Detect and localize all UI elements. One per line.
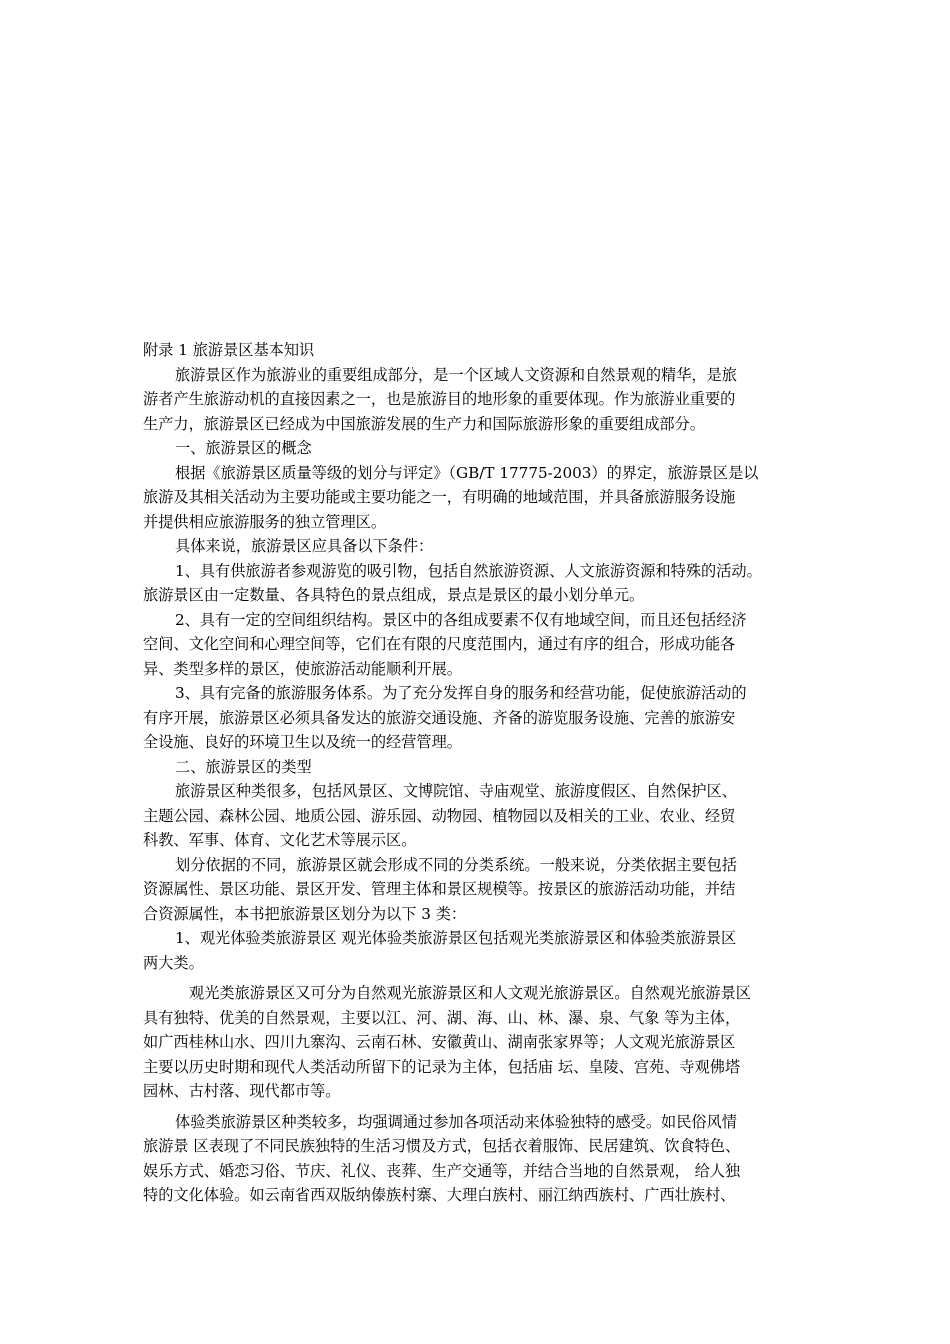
text-line: 观光类旅游景区又可分为自然观光旅游景区和人文观光旅游景区。自然观光旅游景区 xyxy=(189,984,751,1002)
text-line: 体验类旅游景区种类较多，均强调通过参加各项活动来体验独特的感受。如民俗风情 xyxy=(175,1112,737,1131)
text-line: 合资源属性，本书把旅游景区划分为以下 3 类： xyxy=(143,904,467,923)
text-line: 娱乐方式、婚恋习俗、节庆、礼仪、丧葬、生产交通等，并结合当地的自然景观， 给人独 xyxy=(143,1161,741,1180)
text-line: 全设施、良好的环境卫生以及统一的经营管理。 xyxy=(143,733,462,751)
text-line: 两大类。 xyxy=(143,953,204,972)
text-line: 旅游景区由一定数量、各具特色的景点组成，景点是景区的最小划分单元。 xyxy=(143,586,645,604)
text-line: 划分依据的不同，旅游景区就会形成不同的分类系统。一般来说，分类依据主要包括 xyxy=(175,855,737,874)
text-line: 1、观光体验类旅游景区 观光体验类旅游景区包括观光类旅游景区和体验类旅游景区 xyxy=(175,929,737,947)
text-line: 1、具有供旅游者参观游览的吸引物，包括自然旅游资源、人文旅游资源和特殊的活动。 xyxy=(175,561,762,580)
text-line: 异、类型多样的景区，使旅游活动能顺利开展。 xyxy=(143,659,462,678)
text-line: 具有独特、优美的自然景观，主要以江、河、湖、海、山、林、瀑、泉、气象 等为主体， xyxy=(143,1008,741,1027)
text-line: 主要以历史时期和现代人类活动所留下的记录为主体，包括庙 坛、皇陵、宫苑、寺观佛塔 xyxy=(143,1057,741,1076)
text-line: 旅游景区种类很多，包括风景区、文博院馆、寺庙观堂、旅游度假区、自然保护区、 xyxy=(175,782,737,800)
text-line: 空间、文化空间和心理空间等，它们在有限的尺度范围内，通过有序的组合，形成功能各 xyxy=(143,635,736,653)
text-line: 2、具有一定的空间组织结构。景区中的各组成要素不仅有地域空间，而且还包括经济 xyxy=(175,610,747,629)
text-line: 根据《旅游景区质量等级的划分与评定》（GB/T 17775-2003）的界定，旅游景区是以 xyxy=(175,463,759,482)
text-line: 资源属性、景区功能、景区开发、管理主体和景区规模等。按景区的旅游活动功能，并结 xyxy=(143,880,736,898)
text-line: 旅游景区作为旅游业的重要组成部分，是一个区域人文资源和自然景观的精华，是旅 xyxy=(175,365,737,384)
text-line: 二、旅游景区的类型 xyxy=(175,757,312,776)
text-line: 具体来说，旅游景区应具备以下条件： xyxy=(175,537,434,555)
text-line: 如广西桂林山水、四川九寨沟、云南石林、安徽黄山、湖南张家界等；人文观光旅游景区 xyxy=(143,1033,736,1051)
text-line: 特的文化体验。如云南省西双版纳傣族村寨、大理白族村、丽江纳西族村、广西壮族村、 xyxy=(143,1186,736,1204)
text-line: 3、具有完备的旅游服务体系。为了充分发挥自身的服务和经营功能，促使旅游活动的 xyxy=(175,684,747,702)
text-line: 主题公园、森林公园、地质公园、游乐园、动物园、植物园以及相关的工业、农业、经贸 xyxy=(143,806,736,825)
text-line: 科教、军事、体育、文化艺术等展示区。 xyxy=(143,831,417,849)
text-line: 并提供相应旅游服务的独立管理区。 xyxy=(143,512,386,531)
text-line: 有序开展，旅游景区必须具备发达的旅游交通设施、齐备的游览服务设施、完善的旅游安 xyxy=(143,708,736,727)
document-title: 附录 1 旅游景区基本知识 xyxy=(143,341,315,359)
text-line: 一、旅游景区的概念 xyxy=(175,439,312,457)
text-line: 生产力，旅游景区已经成为中国旅游发展的生产力和国际旅游形象的重要组成部分。 xyxy=(143,414,705,433)
text-line: 游者产生旅游动机的直接因素之一，也是旅游目的地形象的重要体现。作为旅游业重要的 xyxy=(143,390,736,408)
text-line: 旅游景 区表现了不同民族独特的生活习惯及方式，包括衣着服饰、民居建筑、饮食特色、 xyxy=(143,1137,741,1155)
document-body xyxy=(143,338,813,1208)
text-line: 旅游及其相关活动为主要功能或主要功能之一，有明确的地域范围，并具备旅游服务设施 xyxy=(143,488,736,506)
text-line: 园林、古村落、现代都市等。 xyxy=(143,1082,341,1100)
